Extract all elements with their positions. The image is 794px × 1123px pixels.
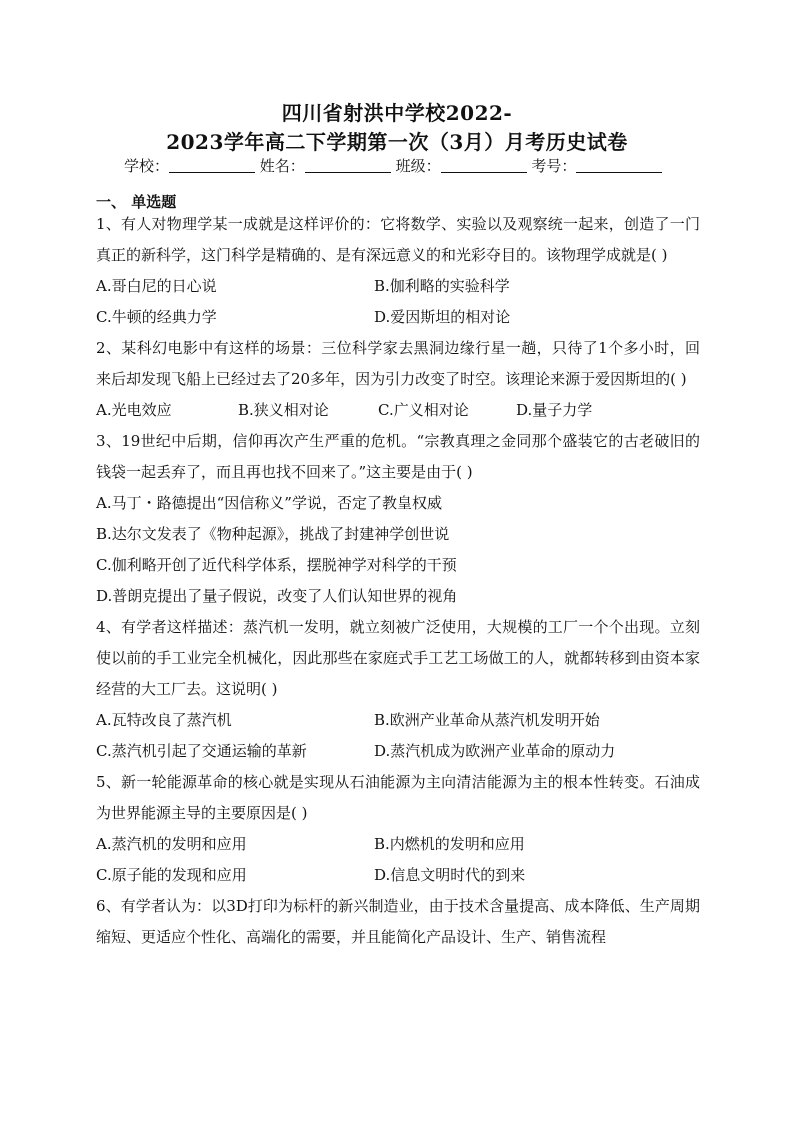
name-blank[interactable] [305,157,391,173]
exam-number-blank[interactable] [576,157,662,173]
option-b: B.达尔文发表了《物种起源》，挑战了封建神学创世说 [96,525,450,543]
question-6 [96,891,700,953]
option-b: B.狭义相对论 [238,401,329,419]
options-grid [96,271,700,333]
question-2 [96,333,700,426]
options-grid [96,705,700,767]
section-title: 一、 单选题 [96,193,177,211]
question-stem: 6、有学者认为：以3D打印为标杆的新兴制造业，由于技术含量提高、成本降低、生产周期缩短、更适应个性化、高端化的需要，并且能简化产品设计、生产、销售流程 [96,897,700,946]
exam-title-line1: 四川省射洪中学校2022- [281,101,513,125]
option-c: C.蒸汽机引起了交通运输的革新 [96,742,307,760]
option-c: C.伽利略开创了近代科学体系，摆脱神学对科学的干预 [96,556,457,574]
option-a: A.光电效应 [96,401,172,419]
option-a: A.蒸汽机的发明和应用 [96,835,247,853]
option-c: C.广义相对论 [378,401,469,419]
question-1 [96,209,700,333]
question-3 [96,426,700,612]
question-stem: 2、某科幻电影中有这样的场景：三位科学家去黑洞边缘行星一趟，只待了1个多小时，回来后却发现飞船上已经过去了20多年，因为引力改变了时空。该理论来源于爱因斯坦的( ) [96,339,700,388]
question-4 [96,612,700,767]
option-a: A.马丁・路德提出“因信称义”学说，否定了教皇权威 [96,494,442,512]
option-c: C.牛顿的经典力学 [96,308,217,326]
option-d: D.爱因斯坦的相对论 [374,308,511,326]
option-c: C.原子能的发现和应用 [96,866,247,884]
student-info-row [124,155,662,176]
option-d: D.蒸汽机成为欧洲产业革命的原动力 [374,742,616,760]
option-a: A.瓦特改良了蒸汽机 [96,711,232,729]
question-stem: 4、有学者这样描述：蒸汽机一发明，就立刻被广泛使用，大规模的工厂一个个出现。立刻使以前的手工业完全机械化，因此那些在家庭式手工艺工场做工的人，就都转移到由资本家经营的大工厂去。这说明( ) [96,618,700,698]
exam-title-line2: 2023学年高二下学期第一次（3月）月考历史试卷 [166,130,628,154]
option-a: A.哥白尼的日心说 [96,277,217,295]
question-5 [96,767,700,891]
school-label: 学校： [124,157,170,175]
class-label: 班级： [395,157,441,175]
options-row [96,395,700,426]
questions-area [96,209,700,953]
question-stem: 3、19世纪中后期，信仰再次产生严重的危机。“宗教真理之金同那个盛装它的古老破旧的钱袋一起丢弃了，而且再也找不回来了。”这主要是由于( ) [96,432,700,481]
school-blank[interactable] [169,157,255,173]
question-stem: 5、新一轮能源革命的核心就是实现从石油能源为主向清洁能源为主的根本性转变。石油成为世界能源主导的主要原因是( ) [96,773,700,822]
options-grid [96,829,700,891]
option-d: D.信息文明时代的到来 [374,866,526,884]
option-d: D.量子力学 [516,401,593,419]
option-b: B.伽利略的实验科学 [374,277,510,295]
exam-number-label: 考号： [531,157,577,175]
option-b: B.内燃机的发明和应用 [374,835,525,853]
option-b: B.欧洲产业革命从蒸汽机发明开始 [374,711,600,729]
name-label: 姓名： [259,157,305,175]
option-d: D.普朗克提出了量子假说，改变了人们认知世界的视角 [96,587,458,605]
question-stem: 1、有人对物理学某一成就是这样评价的：它将数学、实验以及观察统一起来，创造了一门真正的新科学，这门科学是精确的、是有深远意义的和光彩夺目的。该物理学成就是( ) [96,215,700,264]
class-blank[interactable] [441,157,527,173]
